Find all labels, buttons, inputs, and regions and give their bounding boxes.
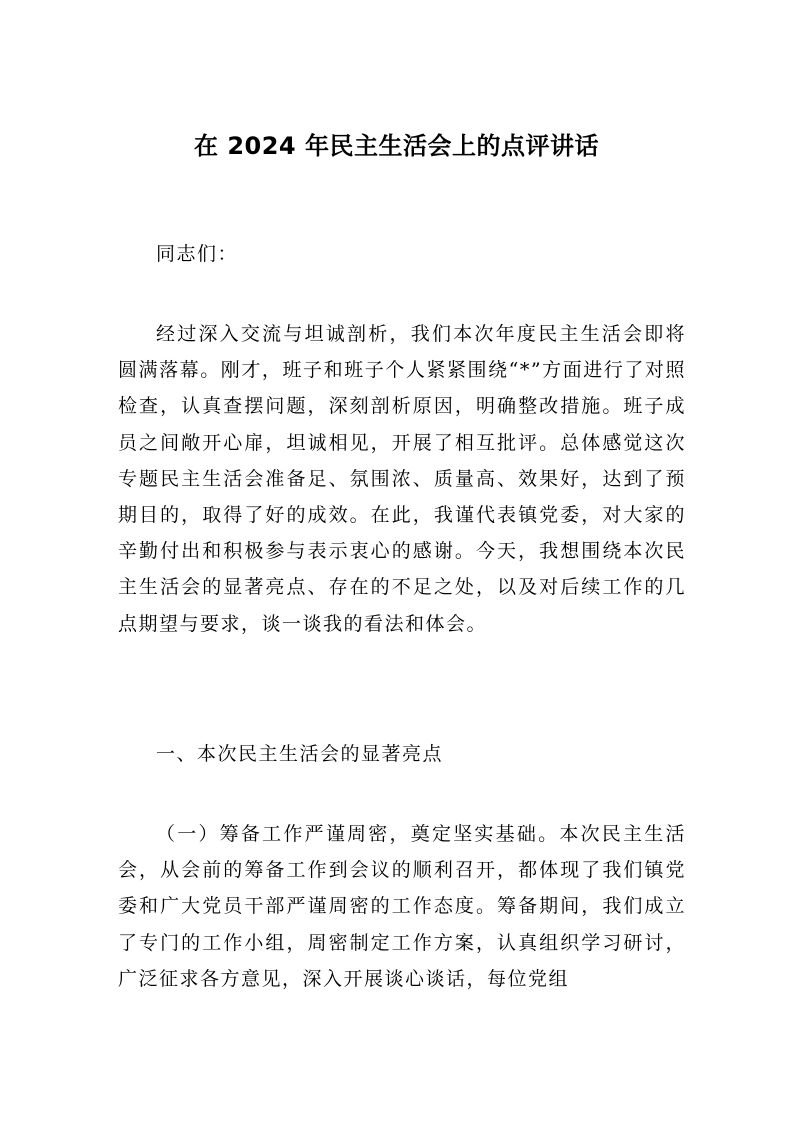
paragraph-intro: 经过深入交流与坦诚剖析，我们本次年度民主生活会即将圆满落幕。刚才，班子和班子个人紧紧围绕“*”方面进行了对照检查，认真查摆问题，深刻剖析原因，明确整改措施。班子成员之间敞开心扉，坦诚相见，开展了相互批评。总体感觉这次专题民主生活会准备足、氛围浓、质量高、效果好，达到了预期目的，取得了好的成效。在此，我谨代表镇党委，对大家的辛勤付出和积极参与表示衷心的感谢。今天，我想围绕本次民主生活会的显著亮点、存在的不足之处，以及对后续工作的几点期望与要求，谈一谈我的看法和体会。 (118, 323, 686, 635)
section-heading-1: 一、本次民主生活会的显著亮点 (156, 743, 444, 765)
document-title: 在 2024 年民主生活会上的点评讲话 (193, 132, 599, 160)
salutation: 同志们： (156, 243, 239, 265)
paragraph-section-1-1: （一）筹备工作严谨周密，奠定坚实基础。本次民主生活会，从会前的筹备工作到会议的顺利召开，都体现了我们镇党委和广大党员干部严谨周密的工作态度。筹备期间，我们成立了专门的工作小组，周密制定工作方案，认真组织学习研讨，广泛征求各方意见，深入开展谈心谈话，每位党组 (118, 823, 686, 990)
